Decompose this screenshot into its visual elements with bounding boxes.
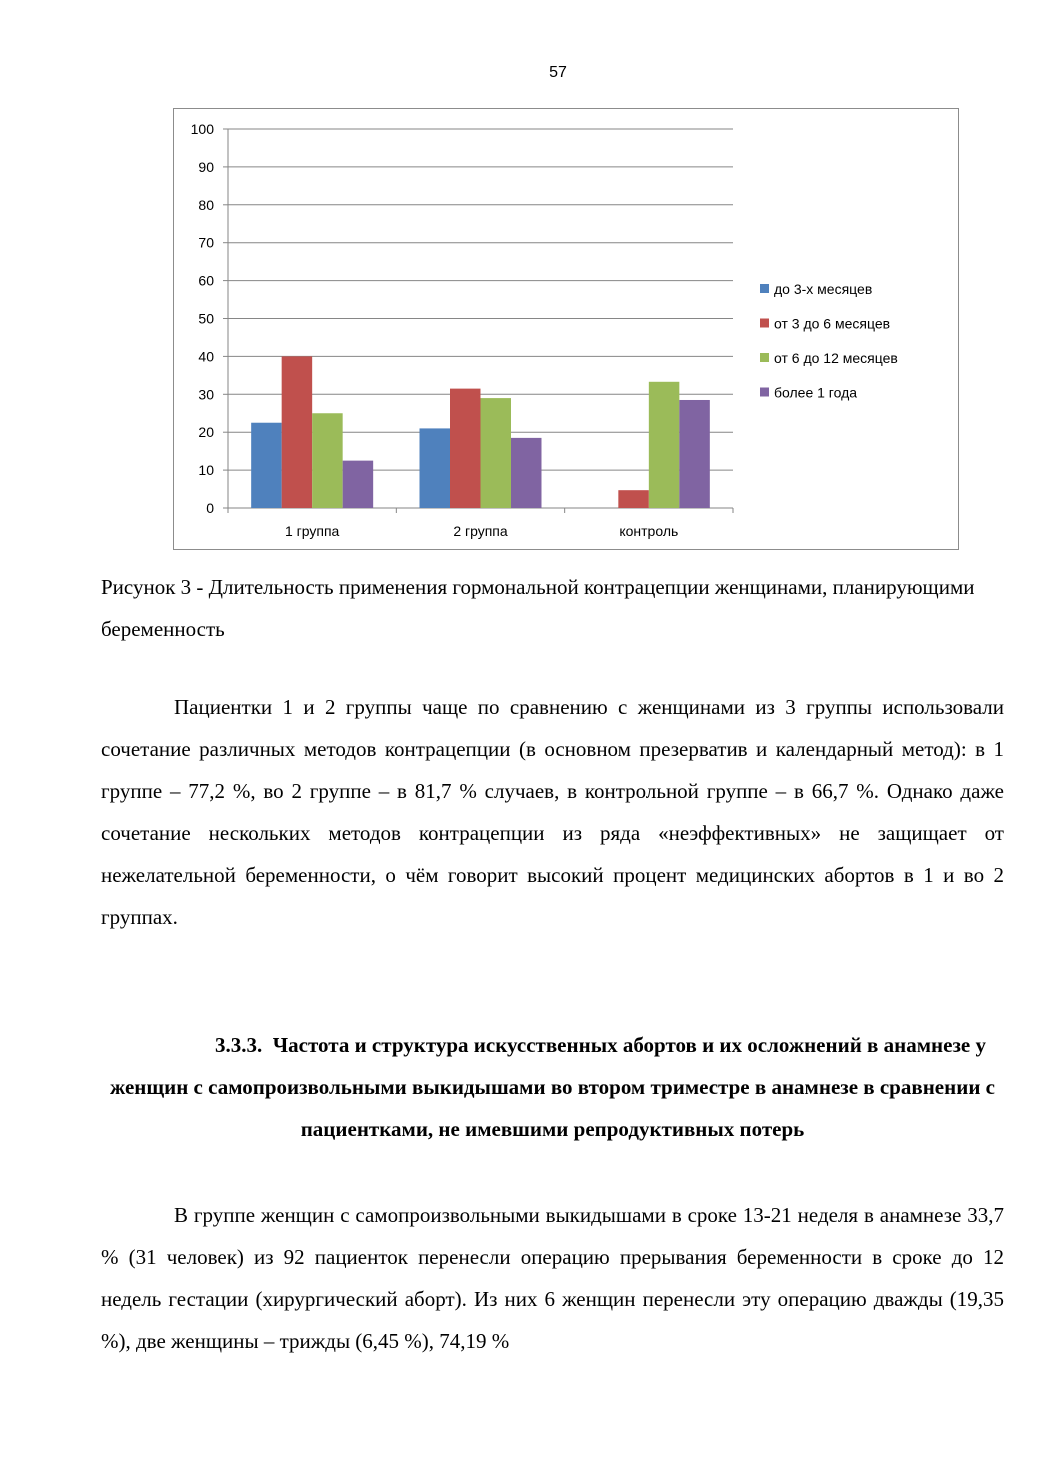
- section-heading: [101, 1024, 1004, 1150]
- chart-svg: [174, 109, 960, 551]
- y-tick-label: 90: [198, 158, 214, 175]
- paragraph-1: Пациентки 1 и 2 группы чаще по сравнению с женщинами из 3 группы использовали сочетание различных методов контрацепции (в основном презерватив и календарный метод): в 1 группе – 77,2 %, во 2 группе – в 81,7 % случаев, в контрольной группе – в 66,7 %. Однако даже сочетание нескольких методов контрацепции из ряда «неэффективных» не защищает от нежелательной беременности, о чём говорит высокий процент медицинских абортов в 1 и во 2 группах.: [101, 695, 1004, 929]
- y-tick-label: 60: [198, 272, 214, 289]
- section-heading-text: Частота и структура искусственных абортов и их осложнений в анамнезе у женщин с самопроизвольными выкидышами во втором триместре в анамнезе в сравнении с пациентками, не имевшими репродуктивных потерь: [110, 1033, 995, 1141]
- bar: [481, 398, 512, 508]
- bar: [343, 461, 374, 508]
- bar: [649, 382, 680, 508]
- legend-label: от 3 до 6 месяцев: [774, 315, 891, 332]
- y-tick-label: 20: [198, 424, 214, 441]
- x-tick-label: 1 группа: [284, 523, 340, 539]
- bar: [282, 356, 313, 508]
- y-tick-label: 0: [206, 500, 214, 516]
- bar: [450, 389, 481, 508]
- x-tick-label: 2 группа: [453, 523, 508, 539]
- bar: [618, 490, 649, 508]
- y-tick-label: 100: [190, 121, 214, 137]
- page-number: 57: [549, 64, 567, 81]
- figure-caption: Рисунок 3 - Длительность применения гормональной контрацепции женщинами, планирующими беременность: [101, 575, 975, 641]
- bar: [251, 423, 282, 508]
- y-tick-label: 30: [198, 386, 214, 403]
- y-tick-label: 80: [198, 196, 214, 213]
- bar: [679, 400, 710, 508]
- legend-label: до 3-х месяцев: [774, 281, 873, 297]
- legend-label: от 6 до 12 месяцев: [774, 350, 898, 366]
- legend-swatch: [760, 353, 769, 362]
- legend-swatch: [760, 284, 769, 293]
- y-tick-label: 40: [198, 348, 214, 365]
- legend-swatch: [760, 319, 769, 328]
- legend-swatch: [760, 388, 769, 397]
- bar-chart: [173, 108, 959, 550]
- bar: [420, 428, 451, 508]
- y-tick-label: 70: [198, 234, 214, 251]
- legend-label: более 1 года: [774, 384, 858, 401]
- x-tick-label: контроль: [619, 523, 679, 539]
- y-tick-label: 50: [198, 310, 214, 327]
- section-heading-number: 3.3.3.: [215, 1033, 263, 1057]
- y-tick-label: 10: [198, 462, 214, 479]
- bar: [312, 413, 343, 508]
- bar: [511, 438, 542, 508]
- paragraph-2: В группе женщин с самопроизвольными выкидышами в сроке 13-21 неделя в анамнезе 33,7 % (31 человек) из 92 пациенток перенесли операцию прерывания беременности в сроке до 12 недель гестации (хирургический аборт). Из них 6 женщин перенесли эту операцию дважды (19,35 %), две женщины – трижды (6,45 %), 74,19 %: [101, 1203, 1004, 1353]
